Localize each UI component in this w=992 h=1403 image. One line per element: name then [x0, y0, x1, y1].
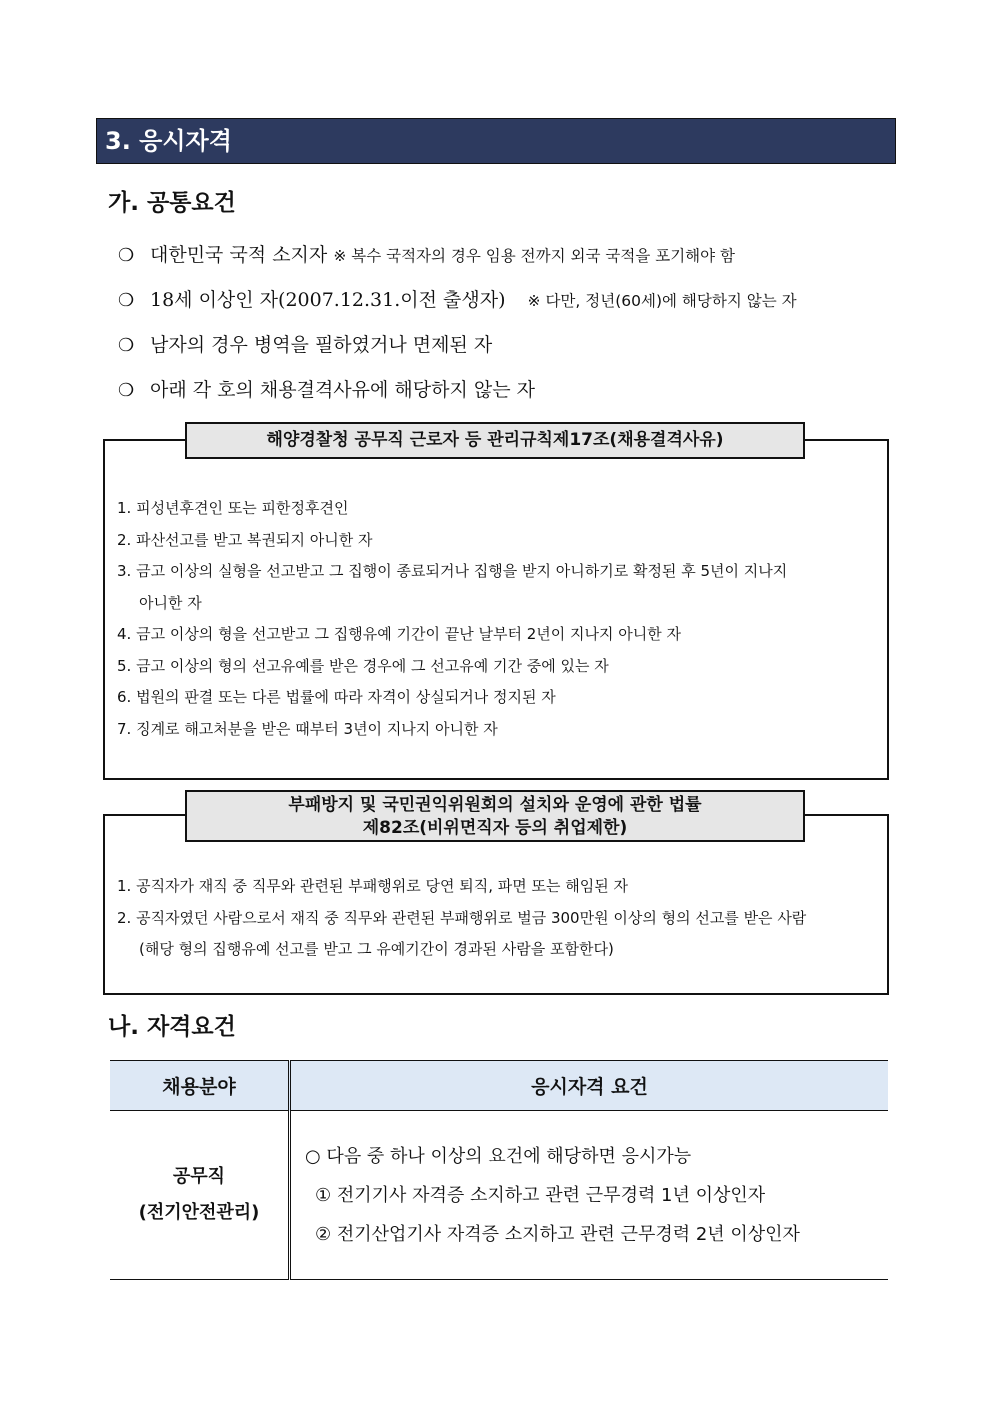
circle-bullet-icon: ❍ [118, 290, 135, 311]
requirement-note: ※ 다만, 정년(60세)에 해당하지 않는 자 [527, 292, 797, 310]
requirement-item [118, 285, 797, 312]
requirement-lead: ○ 다음 중 하나 이상의 요건에 해당하면 응시가능 [305, 1145, 692, 1167]
circle-bullet-icon: ❍ [118, 335, 135, 356]
requirement-note: ※ 복수 국적자의 경우 임용 전까지 외국 국적을 포기해야 함 [333, 247, 736, 265]
requirement-text: 아래 각 호의 채용결격사유에 해당하지 않는 자 [150, 379, 535, 401]
disqualification-list [117, 493, 787, 745]
list-item: 5. 금고 이상의 형의 선고유예를 받은 경우에 그 선고유예 기간 중에 있는 자 [117, 656, 609, 675]
qualification-heading: 나. 자격요건 [108, 1014, 236, 1040]
circle-bullet-icon: ❍ [118, 380, 135, 401]
list-item: 1. 공직자가 재직 중 직무와 관련된 부패행위로 당연 퇴직, 파면 또는 해임된 자 [117, 877, 628, 895]
qualification-table [110, 1060, 888, 1280]
requirement-text: 남자의 경우 병역을 필하였거나 면제된 자 [150, 334, 493, 356]
requirement-cell [290, 1111, 889, 1280]
field-detail: (전기안전관리) [138, 1202, 260, 1223]
list-item-continuation: 아니한 자 [139, 593, 202, 612]
list-item-continuation: (해당 형의 집행유예 선고를 받고 그 유예기간이 경과된 사람을 포함한다) [139, 940, 614, 958]
requirement-item [118, 240, 735, 267]
circle-bullet-icon: ❍ [118, 245, 135, 266]
requirement-text: 대한민국 국적 소지자 [150, 244, 328, 266]
list-item: 1. 피성년후견인 또는 피한정후견인 [117, 499, 349, 517]
requirement-text: 18세 이상인 자(2007.12.31.이전 출생자) [150, 289, 506, 311]
employment-restriction-list [117, 871, 806, 966]
list-item: 7. 징계로 해고처분을 받은 때부터 3년이 지나지 아니한 자 [117, 719, 498, 738]
disqualification-box-title: 해양경찰청 공무직 근로자 등 관리규칙제17조(채용결격사유) [185, 422, 805, 459]
field-cell [110, 1111, 290, 1280]
field-name: 공무직 [172, 1166, 226, 1187]
list-item: 3. 금고 이상의 실형을 선고받고 그 집행이 종료되거나 집행을 받지 아니하기로 확정된 후 5년이 지나지 [117, 562, 788, 580]
table-row [110, 1111, 888, 1280]
box-title-line: 부패방지 및 국민권익위원회의 설치와 운영에 관한 법률 [288, 795, 702, 815]
requirement-option: ① 전기기사 자격증 소지하고 관련 근무경력 1년 이상인자 [315, 1184, 766, 1206]
requirement-item [118, 375, 535, 402]
column-header-requirement: 응시자격 요건 [290, 1061, 889, 1111]
list-item: 2. 공직자였던 사람으로서 재직 중 직무와 관련된 부패행위로 벌금 300만원 이상의 형의 선고를 받은 사람 [117, 908, 807, 927]
section-title: 3. 응시자격 [105, 127, 232, 155]
employment-restriction-box-title [185, 790, 805, 842]
list-item: 2. 파산선고를 받고 복권되지 아니한 자 [117, 530, 373, 549]
column-header-field: 채용분야 [110, 1061, 290, 1111]
requirement-option: ② 전기산업기사 자격증 소지하고 관련 근무경력 2년 이상인자 [315, 1223, 800, 1245]
table-header-row [110, 1061, 888, 1111]
requirement-item [118, 330, 492, 357]
common-requirements-heading: 가. 공통요건 [108, 190, 236, 216]
box-title-line: 제82조(비위면직자 등의 취업제한) [362, 818, 628, 838]
section-title-bar [96, 118, 896, 164]
list-item: 4. 금고 이상의 형을 선고받고 그 집행유예 기간이 끝난 날부터 2년이 지나지 아니한 자 [117, 625, 682, 643]
list-item: 6. 법원의 판결 또는 다른 법률에 따라 자격이 상실되거나 정지된 자 [117, 688, 556, 706]
